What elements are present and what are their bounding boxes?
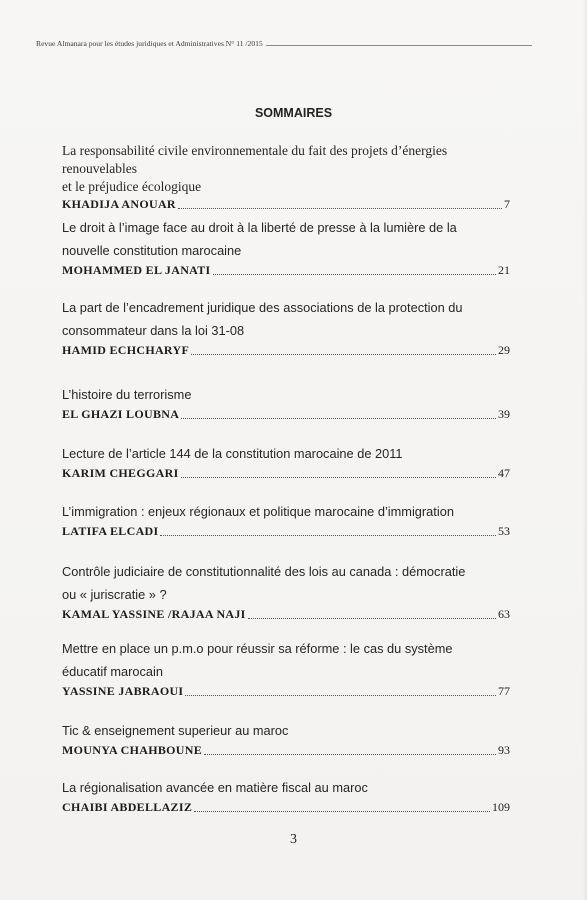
- dot-leader: [181, 417, 496, 419]
- entry-author-line: [62, 799, 510, 816]
- running-header: [36, 39, 532, 48]
- entry-author: HAMID ECHCHARYF: [62, 343, 190, 357]
- entry-author: YASSINE JABRAOUI: [62, 684, 184, 698]
- entry-author-line: [62, 523, 510, 540]
- entry-title-line: ou « juriscratie » ?: [62, 587, 167, 602]
- entry-author: KAMAL YASSINE /RAJAA NAJI: [62, 607, 246, 621]
- entry-author-line: [62, 606, 510, 623]
- entry-title-line: et le préjudice écologique: [62, 179, 202, 194]
- entry-author: KARIM CHEGGARI: [62, 466, 179, 480]
- entry-page-number: 21: [498, 263, 510, 277]
- toc-entry: [62, 383, 510, 423]
- entry-page-number: 93: [498, 743, 510, 757]
- entry-title-line: consommateur dans la loi 31-08: [62, 323, 245, 338]
- entry-author: KHADIJA ANOUAR: [62, 197, 176, 211]
- header-text: Revue Almanara pour les études juridiques et Administratives N° 11 /2015: [36, 39, 263, 48]
- entry-title-line: Le droit à l’image face au droit à la liberté de presse à la lumière de la: [62, 220, 457, 235]
- entry-author: MOUNYA CHAHBOUNE: [62, 743, 203, 757]
- entry-page-number: 109: [492, 800, 510, 814]
- entry-title-line: L’immigration : enjeux régionaux et politique marocaine d’immigration: [62, 504, 454, 519]
- entry-author: MOHAMMED EL JANATI: [62, 263, 211, 277]
- entry-page-number: 63: [498, 607, 510, 621]
- toc-entry: [62, 500, 510, 540]
- toc-entry: [62, 637, 510, 700]
- entry-author-line: [62, 683, 510, 700]
- entry-title-line: Contrôle judiciaire de constitutionnalité des lois au canada : démocratie: [62, 564, 466, 579]
- entry-page-number: 53: [498, 524, 510, 538]
- toc-entry: [62, 719, 510, 759]
- dot-leader: [185, 694, 496, 696]
- dot-leader: [248, 617, 496, 619]
- dot-leader: [191, 353, 496, 355]
- dot-leader: [160, 534, 496, 536]
- entry-author-line: [62, 342, 510, 359]
- entry-author-line: [62, 406, 510, 423]
- header-rule: [266, 45, 532, 46]
- entry-author-line: [62, 196, 510, 213]
- dot-leader: [178, 207, 502, 209]
- dot-leader: [213, 273, 496, 275]
- entry-title-line: La responsabilité civile environnementale du fait des projets d’énergies renouvelables: [62, 143, 448, 176]
- entry-author-line: [62, 465, 510, 482]
- page-number: 3: [290, 832, 297, 847]
- toc-entry: [62, 296, 510, 359]
- page-title: SOMMAIRES: [254, 106, 333, 120]
- toc-entry: [62, 442, 510, 482]
- entry-title-line: La régionalisation avancée en matière fiscal au maroc: [62, 780, 368, 795]
- entry-title-line: Mettre en place un p.m.o pour réussir sa réforme : le cas du système: [62, 641, 453, 656]
- entry-author: EL GHAZI LOUBNA: [62, 407, 180, 421]
- entry-title-line: nouvelle constitution marocaine: [62, 243, 242, 258]
- toc-entry: [62, 560, 510, 623]
- dot-leader: [181, 476, 496, 478]
- entry-title-line: La part de l’encadrement juridique des associations de la protection du: [62, 300, 463, 315]
- entry-author-line: [62, 262, 510, 279]
- entry-page-number: 47: [498, 466, 510, 480]
- toc-entry: [62, 142, 510, 213]
- entry-title-line: Lecture de l’article 144 de la constitution marocaine de 2011: [62, 446, 403, 461]
- dot-leader: [204, 753, 496, 755]
- toc-entry: [62, 216, 510, 279]
- entry-page-number: 77: [498, 684, 510, 698]
- toc-entry: [62, 776, 510, 816]
- entry-title-line: Tic & enseignement superieur au maroc: [62, 723, 289, 738]
- entry-page-number: 29: [498, 343, 510, 357]
- entry-author: CHAIBI ABDELLAZIZ: [62, 800, 193, 814]
- entry-page-number: 7: [504, 197, 510, 211]
- entry-author: LATIFA ELCADI: [62, 524, 159, 538]
- dot-leader: [194, 810, 490, 812]
- entry-title-line: L’histoire du terrorisme: [62, 387, 192, 402]
- entry-page-number: 39: [498, 407, 510, 421]
- entry-title-line: éducatif marocain: [62, 664, 164, 679]
- entry-author-line: [62, 742, 510, 759]
